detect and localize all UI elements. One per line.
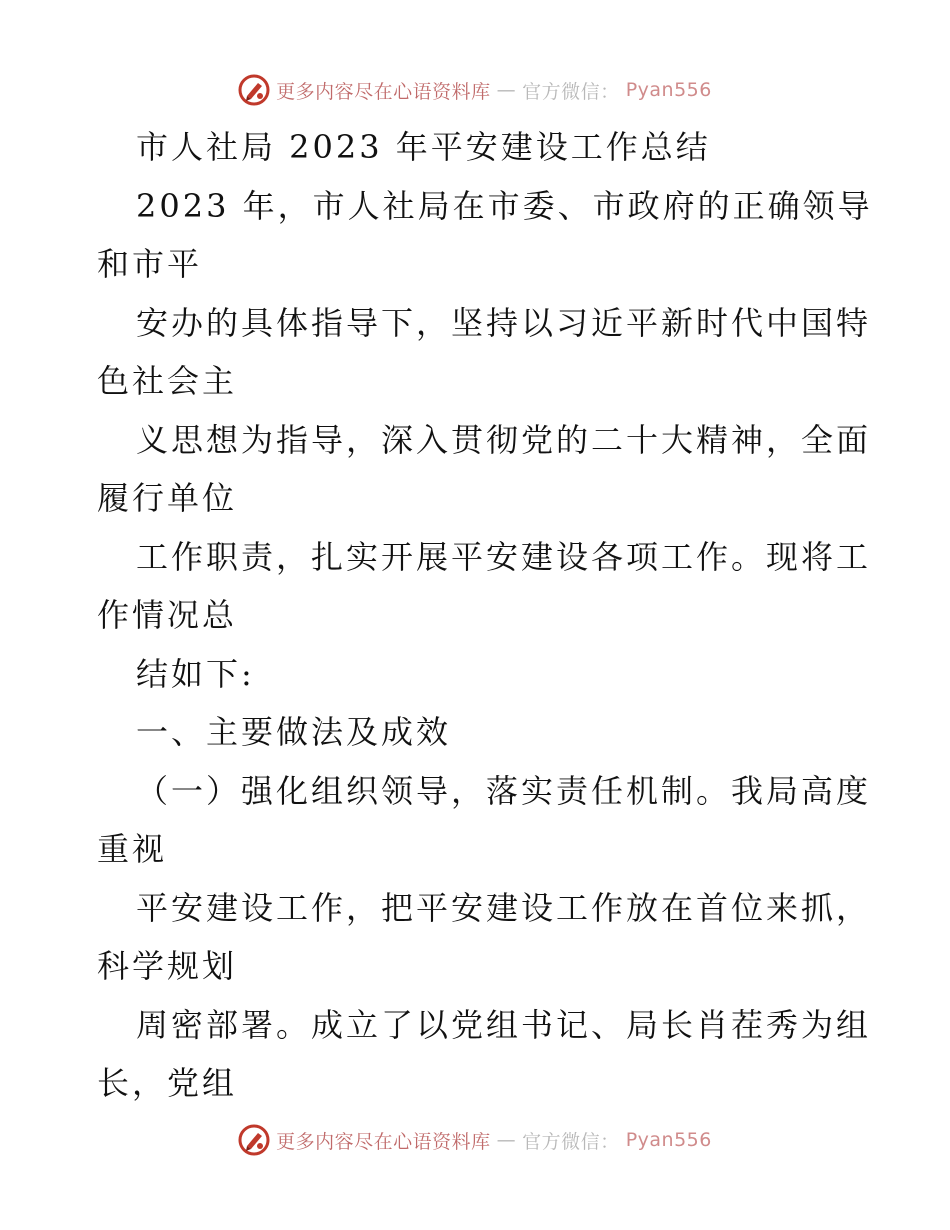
paragraph-line: 和市平 [97,245,203,283]
pen-logo-icon [238,74,270,106]
paragraph-line: 周密部署。成立了以党组书记、局长肖茬秀为组 [136,1006,872,1044]
paragraph-line: 重视 [97,830,168,868]
section-heading: 一、主要做法及成效 [136,713,452,751]
watermark-separator: — [496,1129,517,1151]
paragraph-line: 安办的具体指导下，坚持以习近平新时代中国特 [136,304,872,342]
watermark-wechat-label: 官方微信： [522,1130,620,1153]
paragraph-line: 科学规划 [97,947,238,985]
watermark-wechat-id: Pyan556 [625,1129,712,1151]
paragraph-line: 平安建设工作，把平安建设工作放在首位来抓， [136,889,872,927]
paragraph-line: 2023 年，市人社局在市委、市政府的正确领导 [136,187,873,225]
watermark-footer [0,1120,950,1160]
paragraph-line: 结如下: [136,655,255,693]
watermark-header [0,70,950,110]
watermark-brand-text: 更多内容尽在心语资料库 [276,1130,491,1153]
watermark-wechat-id: Pyan556 [625,79,712,101]
paragraph-line: 作情况总 [97,596,238,634]
paragraph-line: 工作职责，扎实开展平安建设各项工作。现将工 [136,538,872,576]
paragraph-line: 色社会主 [97,362,238,400]
paragraph-line: 义思想为指导，深入贯彻党的二十大精神，全面 [136,421,872,459]
pen-logo-icon [238,1124,270,1156]
watermark-separator: — [496,79,517,101]
paragraph-line: 履行单位 [97,479,238,517]
watermark-brand-text: 更多内容尽在心语资料库 [276,80,491,103]
paragraph-line: （一）强化组织领导，落实责任机制。我局高度 [136,772,872,810]
document-title: 市人社局 2023 年平安建设工作总结 [136,128,711,166]
watermark-wechat-label: 官方微信： [522,80,620,103]
paragraph-line: 长，党组 [97,1064,238,1102]
